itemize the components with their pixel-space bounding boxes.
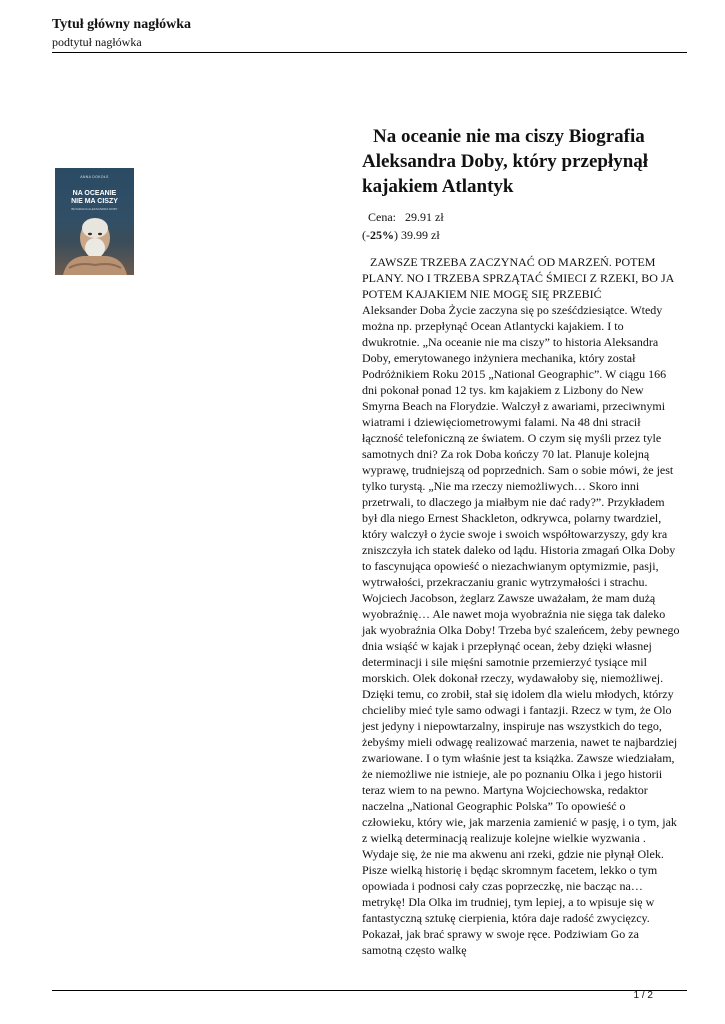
price-row	[362, 208, 444, 226]
footer-divider	[52, 990, 687, 991]
page-number: 1 / 2	[633, 990, 653, 1001]
header-title: Tytuł główny nagłówka	[52, 17, 191, 32]
cover-subtitle: BIOGRAFIA ALEKSANDRA DOBY	[71, 207, 118, 211]
discount-row	[362, 226, 444, 244]
cover-portrait-illustration	[55, 168, 134, 275]
discount-open: (-	[362, 228, 370, 242]
price-label: Cena:	[368, 210, 396, 224]
discount-percent: 25%	[370, 228, 394, 242]
price-value: 29.91 zł	[405, 210, 444, 224]
page-header	[52, 16, 191, 50]
cover-title-line-2: NIE MA CISZY	[71, 198, 118, 205]
header-subtitle: podtytuł nagłówka	[52, 35, 142, 49]
book-cover-image	[55, 168, 134, 275]
book-description: ZAWSZE TRZEBA ZACZYNAĆ OD MARZEŃ. POTEM PLANY. NO I TRZEBA SPRZĄTAĆ ŚMIECI Z RZEKI, BO JA POTEM KAJAKIEM NIE MOGĘ SIĘ PRZEBIĆ Aleksander Doba Życie zaczyna się po sześćdziesiątce. Wtedy można np. przepłynąć Ocean Atlantycki kajakiem. I to dwukrotnie. „Na oceanie nie ma ciszy” to historia Aleksandra Doby, emerytowanego inżyniera mechanika, który został Podróżnikiem Roku 2015 „National Geographic”. W ciągu 166 dni pokonał ponad 12 tys. km kajakiem z Lizbony do New Smyrna Beach na Florydzie. Walczył z awariami, przeciwnymi wiatrami i dziewięciometrowymi falami. Na 48 dni stracił łączność telefoniczną ze światem. O czym się myśli przez tyle samotnych dni? Za rok Doba kończy 70 lat. Planuje kolejną wyprawę, trudniejszą od poprzednich. Sam o sobie mówi, że jest tylko turystą. „Nie ma rzeczy niemożliwych… Skoro inni przetrwali, to dlaczego ja miałbym nie dać rady?”. Przykładem był dla niego Ernest Shackleton, odkrywca, polarny twardziel, który walczył o życie swoje i swoich współtowarzyszy, gdy kra zniszczyła ich statek daleko od lądu. Historia zmagań Olka Doby to fascynująca opowieść o niezachwianym optymizmie, pasji, wytrwałości, przekraczaniu granic wytrzymałości i strachu. Wojciech Jacobson, żeglarz Zawsze uważałam, że mam dużą wyobraźnię… Ale nawet moja wyobraźnia nie sięga tak daleko jak wyobraźnia Olka Doby! Trzeba być szaleńcem, żeby pewnego dnia wsiąść w kajak i przepłynąć ocean, żeby dzięki własnej determinacji i sile mięśni samotnie przemierzyć tysiące mil morskich. Olek dokonał rzeczy, wydawałoby się, niemożliwej. Dzięki temu, co zrobił, stał się idolem dla wielu młodych, którzy chcieliby mieć tyle samo odwagi i fantazji. Rzecz w tym, że Olo jest jedyny i niepowtarzalny, inspiruje nas wszystkich do tego, żebyśmy mieli odwagę realizować marzenia, nawet te najbardziej zwariowane. I o tym właśnie jest ta książka. Zawsze wiedziałam, że niemożliwe nie istnieje, ale po poznaniu Olka i jego historii teraz wiem to na pewno. Martyna Wojciechowska, redaktor naczelna „National Geographic Polska” To opowieść o człowieku, który wie, jak marzenia zamienić w pasję, i o tym, jak z wielką determinacją realizuje kolejne wielkie wyzwania . Wydaje się, że nie ma akwenu ani rzeki, gdzie nie płynął Olek. Pisze wielką historię i będąc skromnym facetem, lekko o tym opowiada i podnosi cały czas poprzeczkę, nie bacząc na… metrykę! Dla Olka im trudniej, tym lepiej, a to wpisuje się w fantastyczną sztukę cierpienia, która daje radość zwycięzcy. Pokazał, jak brać sprawy w swoje ręce. Podziwiam Go za samotną często walkę	[362, 255, 680, 957]
book-title: Na oceanie nie ma ciszy Biografia Aleksandra Doby, który przepłynął kajakiem Atlantyk	[362, 126, 649, 197]
price-block	[362, 208, 444, 244]
discount-close: )	[394, 228, 398, 242]
cover-author: ANNA DOKOŁS	[80, 175, 109, 179]
cover-title-line-1: NA OCEANIE	[72, 190, 117, 197]
original-price: 39.99 zł	[401, 228, 440, 242]
header-divider	[52, 52, 687, 53]
